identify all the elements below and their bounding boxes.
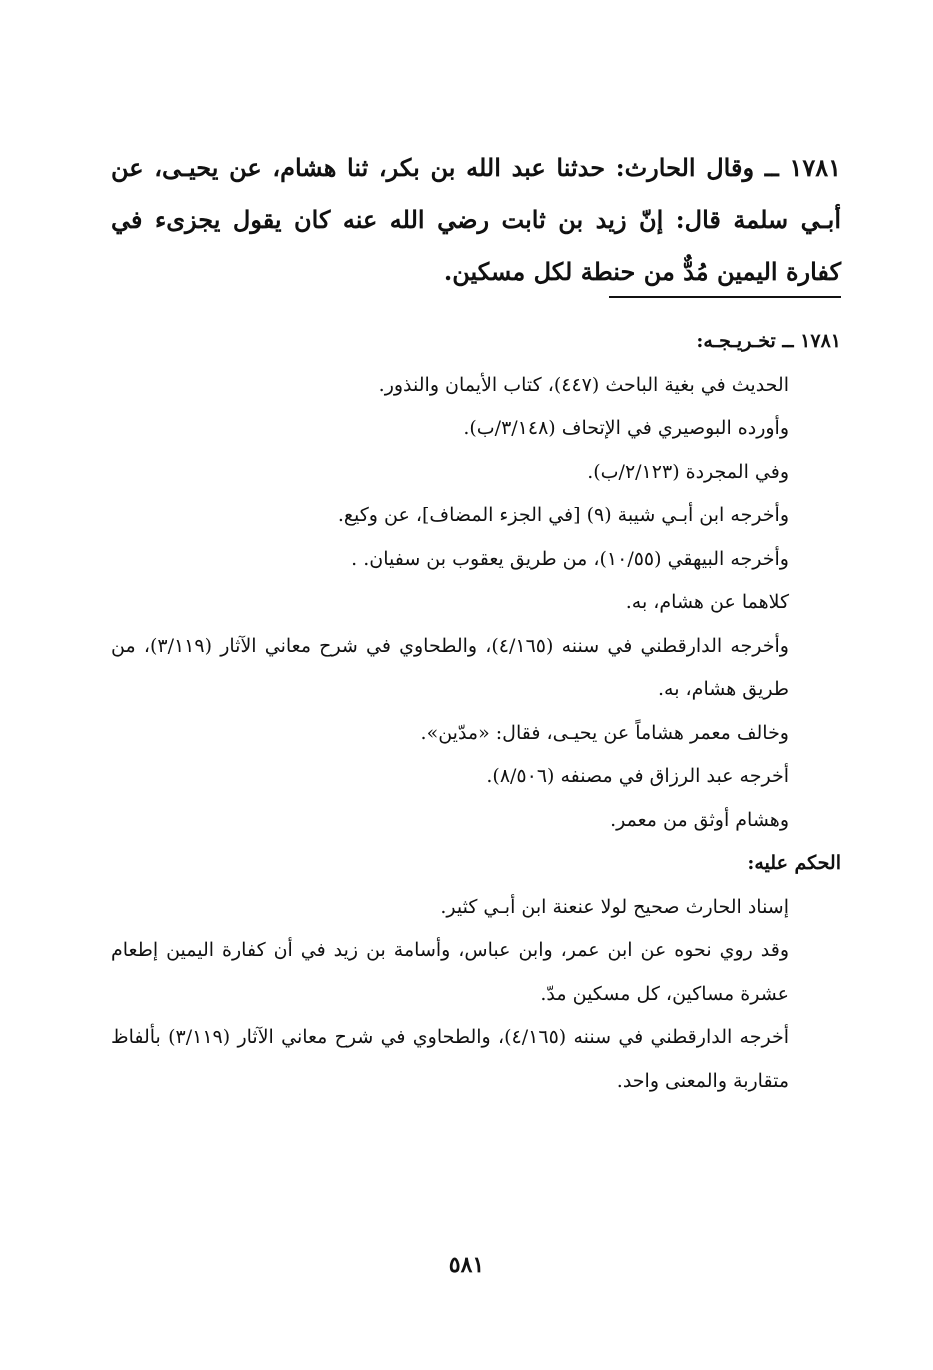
takhrij-line: وأخرجه ابن أبـي شيبة (٩) [في الجزء المضاف]، عن وكيع.	[337, 504, 789, 526]
hukm-heading: الحكم عليه:	[747, 852, 841, 874]
takhrij-line: وهشام أوثق من معمر.	[610, 808, 789, 831]
takhrij-line: وأخرجه الدارقطني في سننه (٤/١٦٥)، والطحاوي في شرح معاني الآثار (٣/١١٩)، من طريق هشام، به.	[111, 634, 789, 700]
takhrij-line: وفي المجردة (٢/١٢٣/ب).	[587, 460, 789, 483]
hukm-line: إسناد الحارث صحيح لولا عنعنة ابن أبـي كثير.	[440, 895, 789, 918]
takhrij-line: وأخرجه البيهقي (١٠/٥٥)، من طريق يعقوب بن سفيان. .	[351, 547, 789, 570]
takhrij-line: كلاهما عن هشام، به.	[625, 591, 789, 613]
takhrij-line: وخالف معمر هشاماً عن يحيـى، فقال: «مدّين».	[420, 721, 789, 744]
hukm-line: وقد روي نحوه عن ابن عمر، وابن عباس، وأسامة بن زيد في أن كفارة اليمين إطعام عشرة مساكين، كل مسكين مدّ.	[111, 939, 789, 1005]
footnote-divider	[609, 296, 841, 298]
page-number: ٥٨١	[448, 1252, 485, 1278]
hukm-line: أخرجه الدارقطني في سننه (٤/١٦٥)، والطحاوي في شرح معاني الآثار (٣/١١٩) بألفاظ متقاربة والمعنى واحد.	[111, 1026, 789, 1092]
takhrij-line: وأورده البوصيري في الإتحاف (٣/١٤٨/ب).	[463, 417, 789, 439]
footnotes	[111, 320, 841, 1103]
takhrij-line: أخرجه عبد الرزاق في مصنفه (٨/٥٠٦).	[486, 765, 789, 787]
hadith-text: ١٧٨١ ــ وقال الحارث: حدثنا عبد الله بن بكر، ثنا هشام، عن يحيـى، عن أبـي سلمة قال: إنّ زيد بن ثابت رضي الله عنه كان يقول يجزىء في كفارة اليمين مُدٌّ من حنطة لكل مسكين.	[111, 153, 841, 286]
takhrij-line: الحديث في بغية الباحث (٤٤٧)، كتاب الأيمان والنذور.	[378, 373, 789, 396]
takhrij-heading: ١٧٨١ ــ تخـريـجـه:	[696, 330, 841, 352]
